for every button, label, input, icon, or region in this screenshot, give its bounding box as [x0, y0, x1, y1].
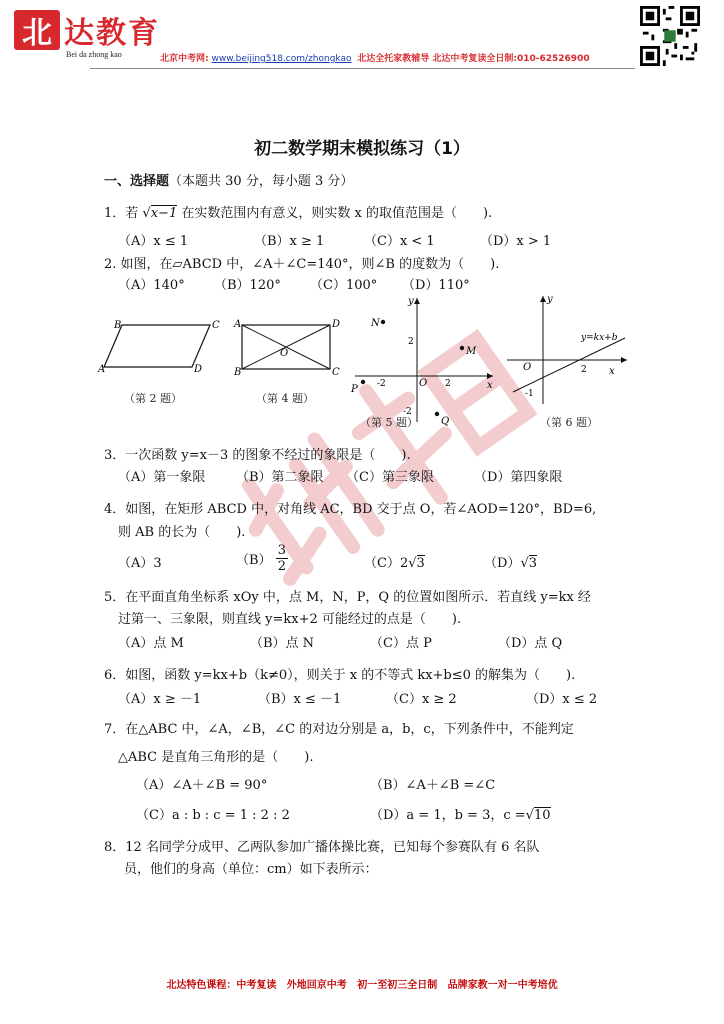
- q6-option-b[interactable]: （B）x ≤ －1: [258, 692, 342, 707]
- logo-text: 达教育: [64, 16, 160, 51]
- q5-option-a[interactable]: （A）点 M: [118, 636, 184, 651]
- site-link[interactable]: www.beijing518.com/zhongkao: [211, 54, 352, 64]
- q7-option-b[interactable]: （B）∠A＋∠B =∠C: [370, 778, 496, 793]
- q1-option-c[interactable]: （C）x < 1: [364, 234, 435, 249]
- figure-2-parallelogram: [100, 315, 225, 375]
- q6-option-a[interactable]: （A）x ≥ －1: [118, 692, 202, 707]
- fig2-label-a: A: [98, 364, 106, 375]
- fig5-label-y: y: [408, 296, 414, 307]
- q2-option-a[interactable]: （A）140°: [118, 278, 185, 293]
- fig5-label-x: x: [487, 380, 493, 391]
- section-note: （本题共 30 分，每小题 3 分）: [169, 174, 354, 189]
- fig4-label-d: D: [332, 319, 341, 330]
- q1-option-a[interactable]: （A）x ≤ 1: [118, 234, 189, 249]
- fig5-label-o: O: [419, 378, 428, 389]
- figure-4-caption: （第 4 题）: [256, 392, 314, 405]
- question-3: 3．一次函数 y=x－3 的图象不经过的象限是（ ).: [104, 448, 411, 463]
- fig4-label-a: A: [234, 319, 242, 330]
- question-7-line-2: △ABC 是直角三角形的是（ ).: [118, 750, 314, 765]
- qr-code-icon: [640, 6, 700, 66]
- fig2-label-c: C: [212, 320, 220, 331]
- figure-6-caption: （第 6 题）: [540, 416, 598, 429]
- logo: [14, 10, 60, 50]
- logo-pinyin: Bei da zhong kao: [66, 50, 122, 59]
- q4-option-c[interactable]: （C）2√3: [364, 556, 425, 571]
- question-2: 2. 如图，在▱ABCD 中，∠A＋∠C=140°，则∠B 的度数为（ ).: [104, 257, 500, 272]
- header-line: [160, 51, 590, 64]
- q7-option-a[interactable]: （A）∠A＋∠B = 90°: [136, 778, 268, 793]
- slogan: 北达全托家教辅导 北达中考复读全日制:010-62526900: [357, 54, 590, 64]
- question-8-line-1: 8．12 名同学分成甲、乙两队参加广播体操比赛，已知每个参赛队有 6 名队: [104, 840, 540, 855]
- figure-5-caption: （第 5 题）: [360, 416, 418, 429]
- fig6-tick-ym1: -1: [525, 389, 534, 399]
- fig5-label-p: P: [351, 384, 358, 395]
- q4-option-d[interactable]: （D）√3: [484, 556, 538, 571]
- q1-option-d[interactable]: （D）x > 1: [480, 234, 552, 249]
- q3-option-b[interactable]: （B）第二象限: [236, 470, 324, 485]
- fig6-label-line: y=kx+b: [581, 333, 618, 343]
- fig5-label-m: M: [466, 346, 477, 357]
- q4-option-a[interactable]: （A）3: [118, 556, 162, 571]
- section-heading: [104, 170, 353, 189]
- q3-option-a[interactable]: （A）第一象限: [118, 470, 206, 485]
- question-1: 1．若 √x−1 在实数范围内有意义，则实数 x 的取值范围是（ ).: [104, 206, 493, 221]
- fig6-label-o: O: [523, 362, 532, 373]
- figure-4-rectangle: [232, 315, 342, 377]
- fig6-tick-x2: 2: [581, 365, 587, 375]
- q3-option-d[interactable]: （D）第四象限: [474, 470, 563, 485]
- sqrt-expression: √x−1: [142, 206, 178, 221]
- q3-option-c[interactable]: （C）第三象限: [346, 470, 434, 485]
- q5-option-c[interactable]: （C）点 P: [370, 636, 432, 651]
- fig5-tick-x2: 2: [445, 379, 451, 389]
- page-title: 初二数学期末模拟练习（1）: [254, 139, 470, 159]
- fig4-label-o: O: [280, 348, 289, 359]
- q7-option-d[interactable]: （D）a = 1，b = 3，c =√10: [370, 808, 551, 823]
- section-title: 一、选择题: [104, 174, 170, 189]
- site-label: 北京中考网:: [160, 54, 209, 64]
- fig5-label-n: N: [371, 318, 380, 329]
- figure-5-coordinate-plane: [345, 294, 500, 429]
- question-6: 6．如图，函数 y=kx+b（k≠0），则关于 x 的不等式 kx+b≤0 的解集为（ ).: [104, 668, 576, 683]
- fig4-label-b: B: [234, 367, 242, 378]
- fig6-label-x: x: [609, 366, 615, 377]
- q6-option-c[interactable]: （C）x ≥ 2: [386, 692, 457, 707]
- question-5-line-2: 过第一、三象限，则直线 y=kx+2 可能经过的点是（ ).: [118, 612, 462, 627]
- question-8-line-2: 员，他们的身高（单位：cm）如下表所示：: [124, 862, 378, 877]
- fig5-tick-xm2: -2: [377, 379, 386, 389]
- fig6-label-y: y: [547, 294, 553, 305]
- fig5-tick-y2: 2: [408, 337, 414, 347]
- logo-char: 北: [22, 16, 52, 51]
- q5-option-b[interactable]: （B）点 N: [250, 636, 315, 651]
- fig4-label-c: C: [332, 367, 340, 378]
- header-rule: [90, 68, 635, 69]
- fig2-label-d: D: [194, 364, 203, 375]
- q4-option-b[interactable]: （B） $\frac{3}{2}$: [236, 543, 286, 574]
- q1-option-b[interactable]: （B）x ≥ 1: [254, 234, 325, 249]
- question-5-line-1: 5．在平面直角坐标系 xOy 中，点 M，N，P，Q 的位置如图所示．若直线 y=kx 经: [104, 590, 591, 605]
- figure-6-linear-function: [503, 292, 633, 407]
- q5-option-d[interactable]: （D）点 Q: [498, 636, 563, 651]
- footer-courses: 北达特色课程：中考复读 外地回京中考 初一至初三全日制 品牌家教一对一中考培优: [166, 980, 558, 991]
- fraction: $\frac{3}{2}$: [277, 543, 286, 574]
- q2-option-b[interactable]: （B）120°: [214, 278, 281, 293]
- q2-option-d[interactable]: （D）110°: [402, 278, 470, 293]
- fig5-tick-ym2: -2: [403, 407, 412, 417]
- question-4-line-2: 则 AB 的长为（ ).: [118, 525, 246, 540]
- q2-option-c[interactable]: （C）100°: [310, 278, 378, 293]
- fig5-label-q: Q: [441, 416, 450, 427]
- q7-option-c[interactable]: （C）a : b : c = 1 : 2 : 2: [136, 808, 290, 823]
- question-4-line-1: 4．如图，在矩形 ABCD 中，对角线 AC，BD 交于点 O，若∠AOD=120°，BD=6,: [104, 502, 597, 517]
- figure-2-caption: （第 2 题）: [124, 392, 182, 405]
- question-7-line-1: 7．在△ABC 中，∠A，∠B，∠C 的对边分别是 a，b，c，下列条件中，不能判定: [104, 722, 574, 737]
- q6-option-d[interactable]: （D）x ≤ 2: [526, 692, 598, 707]
- fig2-label-b: B: [114, 320, 122, 331]
